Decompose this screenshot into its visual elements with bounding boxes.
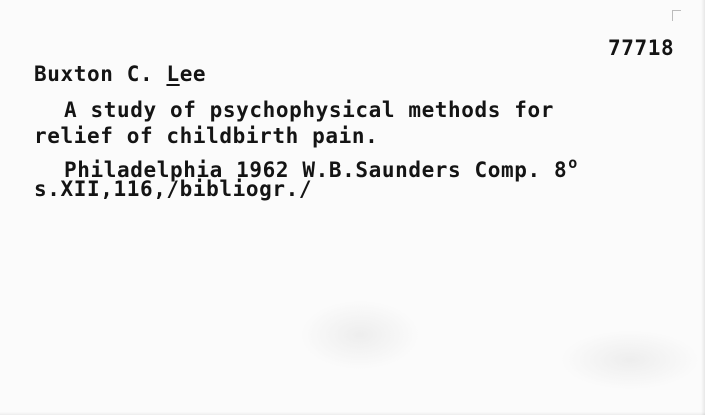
paper-smudge (300, 300, 420, 370)
imprint-text: Philadelphia 1962 W.B.Saunders Comp. 8 (64, 158, 568, 182)
author-heading (34, 63, 206, 85)
format-superscript: o (568, 154, 578, 172)
title-line: A study of psychophysical methods for (64, 98, 554, 122)
collation-line: s.XII,116,/bibliogr./ (34, 177, 313, 201)
author-name-part: Buxton C. (34, 62, 167, 86)
catalog-number: 77718 (608, 36, 675, 60)
card-edge (701, 0, 705, 415)
paper-smudge (560, 330, 700, 390)
author-underlined-letter: L (166, 62, 180, 86)
title-line: relief of childbirth pain. (34, 124, 379, 148)
author-name-part: ee (179, 62, 207, 86)
corner-mark (672, 10, 681, 21)
